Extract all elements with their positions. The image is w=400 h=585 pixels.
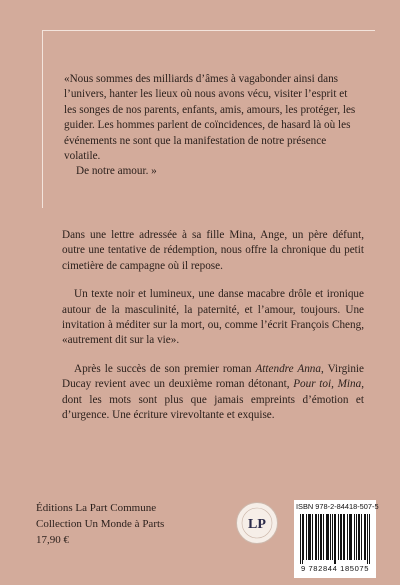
publisher-name: Éditions La Part Commune (36, 502, 157, 514)
blurb-paragraph-2: Un texte noir et lumineux, une danse macabre drôle et ironique autour de la masculinité, la paternité, et l’amour, toujours. Une invitation à méditer sur la mort, ou, comme l’écrit François Cheng, «autrement dit sur la vie». (62, 288, 364, 347)
publisher-logo-icon (236, 502, 278, 544)
publisher-info (36, 500, 164, 548)
p3-text-b: , Virginie Ducay revient avec un deuxième roman détonant, (62, 362, 364, 391)
quote-signoff: De notre amour. » (76, 165, 157, 178)
isbn-text: ISBN 978-2-84418-507-5 (296, 502, 379, 511)
ean-number: 9 782844 185075 (300, 564, 370, 573)
barcode-label (294, 500, 379, 578)
logo-svg (240, 506, 274, 540)
book-title-attendre-anna: Attendre Anna (255, 362, 321, 375)
back-cover-blurb (62, 228, 364, 436)
frame-line-vertical (42, 30, 43, 208)
p3-text-a: Après le succès de son premier roman (74, 362, 256, 375)
epigraph-quote (64, 72, 360, 180)
logo-letters: LP (248, 517, 266, 532)
blurb-paragraph-1: Dans une lettre adressée à sa fille Mina, Ange, un père défunt, outre une tentative de rédemption, nous offre la chronique du petit cimetière de campagne où il repose. (62, 229, 364, 272)
barcode-icon (300, 514, 370, 564)
price: 17,90 € (36, 534, 69, 546)
p3-text-c: , dont les mots sont plus que jamais empreints d’émotion et d’urgence. Une écriture virevoltante et exquise. (62, 378, 364, 422)
book-title-pour-toi-mina: Pour toi, Mina (293, 378, 362, 391)
collection-name: Collection Un Monde à Parts (36, 518, 165, 530)
blurb-paragraph-3 (62, 362, 364, 424)
frame-line-horizontal (42, 30, 375, 31)
quote-text: «Nous sommes des milliards d’âmes à vagabonder ainsi dans l’univers, hanter les lieux où nous avons vécu, visiter l’esprit et les songes de nos parents, enfants, amis, amours, les protéger, les guider. Les hommes parlent de coïncidences, de hasard là où les événements ne sont que la manifestation de notre présence volatile. (64, 73, 356, 163)
